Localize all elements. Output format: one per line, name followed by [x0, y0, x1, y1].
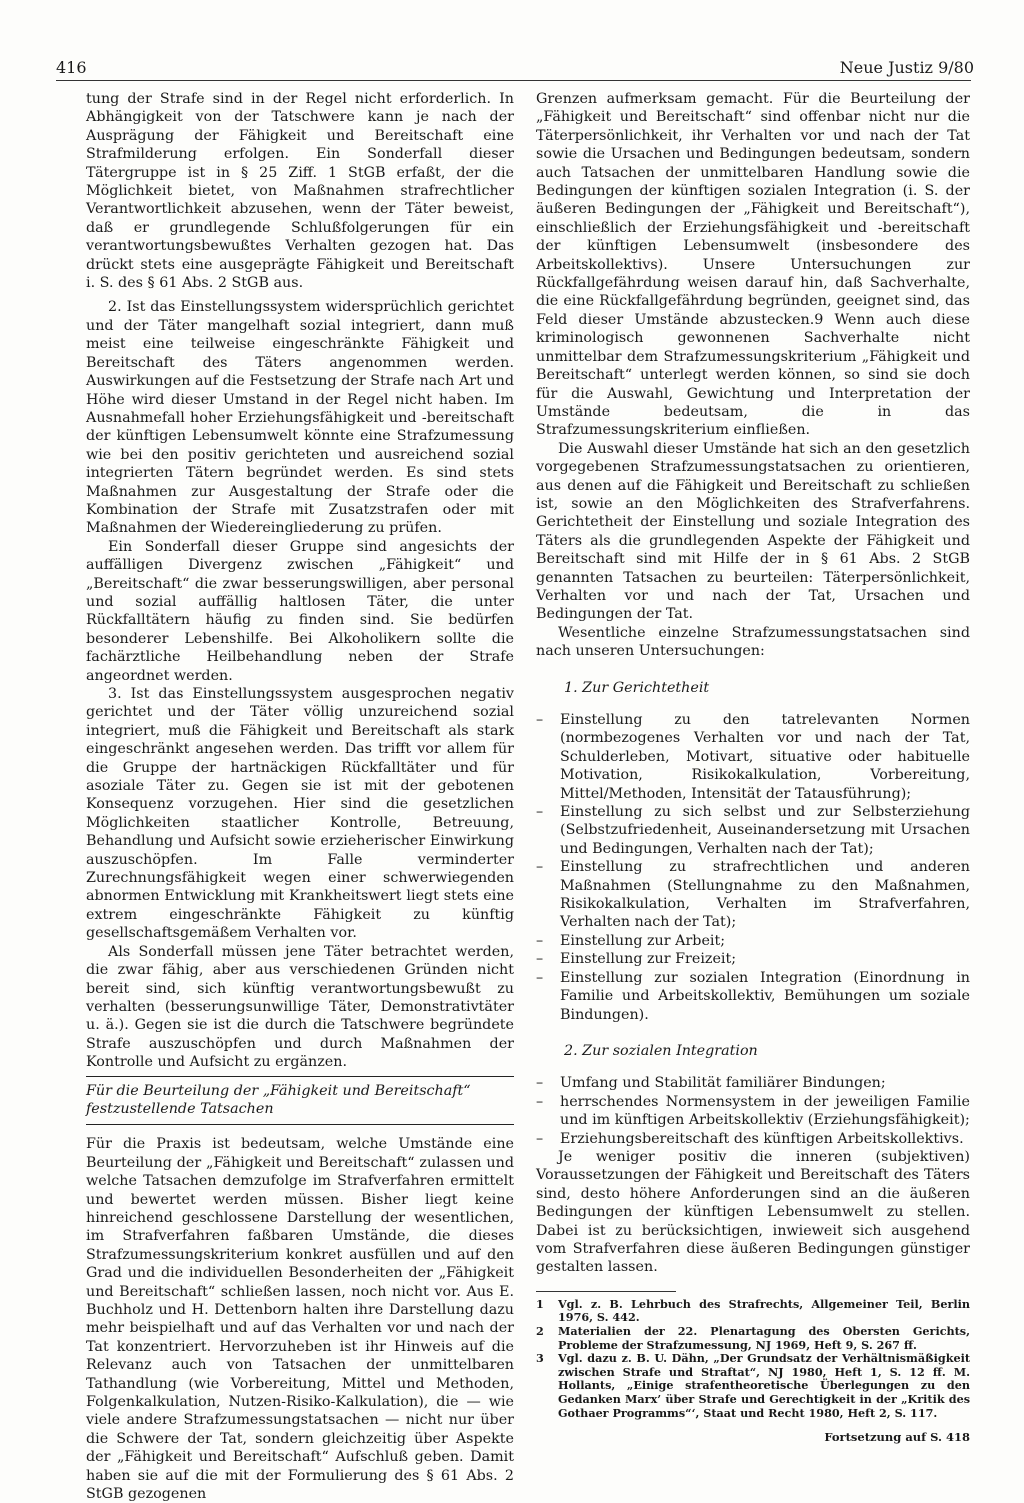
list-gerichtetheit — [536, 711, 970, 1024]
footnote-text: Vgl. dazu z. B. U. Dähn, „Der Grundsatz der Verhältnismäßigkeit zwischen Strafe und Straftat“, NJ 1980, Heft 1, S. 12 ff. M. Hollants, „Einige strafentheoretische Überlegungen zu den Gedanken Marx’ über Strafe und Gerechtigkeit in der „Kritik des Gothaer Programms“‘, Staat und Recht 1980, Heft 2, S. 117. — [558, 1351, 970, 1420]
section-heading — [86, 1076, 514, 1126]
footnote-number: 3 — [536, 1351, 544, 1366]
footnote-number: 2 — [536, 1323, 544, 1338]
paragraph: 2. Ist das Einstellungssystem widersprüchlich gerichtet und der Täter mangelhaft sozial integriert, dann muß meist eine teilweise eingeschränkte Fähigkeit und Bereitschaft des Täters angenommen werden. Auswirkungen auf die Festsetzung der Strafe nach Art und Höhe wird dieser Umstand in der Regel nicht haben. Im Ausnahmefall hoher Erziehungsfähigkeit und -bereitschaft der künftigen Lebensumwelt könnte eine Strafzumessung wie bei den positiv gerichteten und ausreichend sozial integrierten Tätern begründet werden. Es sind stets Maßnahmen zur Ausgestaltung der Strafe oder die Kombination der Strafe mit Zusatzstrafen oder mit Maßnahmen der Wiedereingliederung zu prüfen. — [86, 299, 514, 537]
list-integration — [536, 1074, 970, 1148]
continuation-note: Fortsetzung auf S. 418 — [824, 1430, 970, 1445]
right-column — [536, 90, 970, 1447]
paragraph: Als Sonderfall müssen jene Täter betrachtet werden, die zwar fähig, aber aus verschiedenen Gründen nicht bereit sind, sich künftig verantwortungsbewußt zu verhalten (besserungsunwillige Täter, Demonstrativtäter u. ä.). Gegen sie ist die durch die Tatschwere begründete Strafe auszuschöpfen und durch Maßnahmen der Kontrolle und Aufsicht zu ergänzen. — [86, 943, 514, 1071]
paragraph: 3. Ist das Einstellungssystem ausgesprochen negativ gerichtet und der Täter völlig unzureichend sozial integriert, muß die Fähigkeit und Bereitschaft als stark eingeschränkt angesehen werden. Das trifft vor allem für die Gruppe der hartnäckigen Rückfalltäter und für asoziale Täter zu. Gegen sie ist mit der gebotenen Konsequenz vorzugehen. Hier sind die gesetzlichen Möglichkeiten staatlicher Kontrolle, Betreuung, Behandlung und Aufsicht sowie erzieherischer Einwirkung auszuschöpfen. Im Falle verminderter Zurechnungsfähigkeit wegen einer schwerwiegenden abnormen Entwicklung mit Krankheitswert liegt stets eine extrem eingeschränkte Fähigkeit zu künftig gesellschaftsgemäßem Verhalten vor. — [86, 686, 514, 942]
list-item: – Einstellung zur sozialen Integration (Einordnung in Familie und Arbeitskollektiv, Bemühungen um soziale Bindungen). — [536, 969, 970, 1024]
list-item: – Einstellung zu den tatrelevanten Normen (normbezogenes Verhalten vor und nach der Tat, Schulderleben, Motivart, situative oder habituelle Motivation, Risikokalkulation, Vorbereitung, Mittel/Methoden, Intensität der Tatausführung); — [536, 711, 970, 803]
paragraph: Je weniger positiv die inneren (subjektiven) Voraussetzungen der Fähigkeit und Bereitschaft des Täters sind, desto höhere Anforderungen sind an die äußeren Bedingungen der künftigen Lebensumwelt zu stellen. Dabei ist zu berücksichtigen, inwieweit sich ausgehend vom Strafverfahren diese äußeren Bedingungen günstiger gestalten lassen. — [536, 1148, 970, 1276]
subheading: 2. Zur sozialen Integration — [564, 1042, 758, 1059]
list-item: – Einstellung zu strafrechtlichen und anderen Maßnahmen (Stellungnahme zu den Maßnahmen, Risikokalkulation, Verhalten im Strafverfahren, Verhalten nach der Tat); — [536, 858, 970, 932]
section-heading-line: Für die Beurteilung der „Fähigkeit und Bereitschaft“ — [86, 1082, 471, 1099]
paragraph: Ein Sonderfall dieser Gruppe sind angesichts der auffälligen Divergenz zwischen „Fähigkeit“ und „Bereitschaft“ die zwar besserungswilligen, aber personal und sozial auffällig haltlosen Täter, die unter Rückfalltätern häufig zu finden sind. Sie bedürfen besonderer Lebenshilfe. Bei Alkoholikern sollte die fachärztliche Heilbehandlung neben der Strafe angeordnet werden. — [86, 538, 514, 684]
list-item: – Einstellung zu sich selbst und zur Selbsterziehung (Selbstzufriedenheit, Auseinandersetzung mit Ursachen und Bedingungen, Verhalten nach der Tat); — [536, 803, 970, 858]
footnote — [536, 1325, 970, 1352]
list-item: – herrschendes Normensystem in der jeweiligen Familie und im künftigen Arbeitskollektiv (Erziehungsfähigkeit); — [536, 1093, 970, 1130]
header-rule — [56, 80, 971, 81]
paragraph: Grenzen aufmerksam gemacht. Für die Beurteilung der „Fähigkeit und Bereitschaft“ sind offenbar nicht nur die Täterpersönlichkeit, ihr Verhalten vor und nach der Tat sowie die Ursachen und Bedingungen bedeutsam, sondern auch Tatsachen der unmittelbaren Handlung sowie die Bedingungen der künftigen sozialen Integration (i. S. der äußeren Bedingungen der „Fähigkeit und Bereitschaft“), einschließlich der Erziehungsfähigkeit und -bereitschaft der künftigen Lebensumwelt (insbesondere des Arbeitskollektivs). Unsere Untersuchungen zur Rückfallgefährdung weisen darauf hin, daß Sachverhalte, die eine Rückfallgefährdung begründen, geeignet sind, das Feld dieser Umstände abzustecken.9 Wenn auch diese kriminologisch gewonnenen Sachverhalte nicht unmittelbar dem Strafzumessungskriterium „Fähigkeit und Bereitschaft“ unterlegt werden können, so sind sie doch für die Auswahl, Gewichtung und Interpretation der Umstände bedeutsam, die in das Strafzumessungskriterium einfließen. — [536, 91, 970, 439]
footnotes — [536, 1298, 970, 1420]
paragraph: Für die Praxis ist bedeutsam, welche Umstände eine Beurteilung der „Fähigkeit und Bereitschaft“ zulassen und welche Tatsachen demzufolge im Strafverfahren ermittelt und bewertet werden müssen. Bisher liegt keine hinreichend geschlossene Darstellung der wesentlichen, im Strafverfahren faßbaren Umstände, die dieses Strafzumessungskriterium konkret ausfüllen und auf den Grad und die individuellen Besonderheiten der „Fähigkeit und Bereitschaft“ schließen lassen, noch nicht vor. Aus E. Buchholz und H. Dettenborn halten ihre Darstellung dazu mehr beispielhaft und auf das Verhalten vor und nach der Tat konzentriert. Hervorzuheben ist ihr Hinweis auf die Relevanz auch von Tatsachen der unmittelbaren Tathandlung (wie Vorbereitung, Mittel und Methoden, Folgenkalkulation, Nutzen-Risiko-Kalkulation), die — wie viele andere Strafzumessungstatsachen — nicht nur über die Schwere der Tat, sondern gleichzeitig über Aspekte der „Fähigkeit und Bereitschaft“ Aufschluß geben. Damit haben sie auf die mit der Formulierung des § 61 Abs. 2 StGB gezogenen — [86, 1136, 514, 1503]
paragraph: tung der Strafe sind in der Regel nicht erforderlich. In Abhängigkeit von der Tatschwere kann je nach der Ausprägung der Fähigkeit und Bereitschaft eine Strafmilderung erfolgen. Ein Sonderfall dieser Tätergruppe ist in § 25 Ziff. 1 StGB erfaßt, der die Möglichkeit bietet, von Maßnahmen strafrechtlicher Verantwortlichkeit abzusehen, wenn der Täter beweist, daß er grundlegende Schlußfolgerungen für ein verantwortungsbewußtes Verhalten gezogen hat. Das drückt stets eine ausgeprägte Fähigkeit und Bereitschaft i. S. des § 61 Abs. 2 StGB aus. — [86, 91, 514, 292]
list-item: – Umfang und Stabilität familiärer Bindungen; — [536, 1074, 970, 1092]
footnote-rule — [536, 1291, 676, 1292]
list-item: – Einstellung zur Arbeit; — [536, 932, 970, 950]
section-heading-line: festzustellende Tatsachen — [86, 1100, 274, 1117]
footnote — [536, 1298, 970, 1325]
footnote-number: 1 — [536, 1296, 544, 1311]
list-item: – Erziehungsbereitschaft des künftigen Arbeitskollektivs. — [536, 1130, 970, 1148]
footnote — [536, 1352, 970, 1420]
footnote-text: Vgl. z. B. Lehrbuch des Strafrechts, Allgemeiner Teil, Berlin 1976, S. 442. — [558, 1296, 970, 1325]
journal-issue: Neue Justiz 9/80 — [839, 58, 974, 77]
subheading: 1. Zur Gerichtetheit — [564, 679, 710, 696]
footnote-text: Materialien der 22. Plenartagung des Obersten Gerichts, Probleme der Strafzumessung, NJ 1969, Heft 9, S. 267 ff. — [558, 1323, 970, 1352]
paragraph: Wesentliche einzelne Strafzumessungstatsachen sind nach unseren Untersuchungen: — [536, 624, 970, 660]
list-item: – Einstellung zur Freizeit; — [536, 950, 970, 968]
page-number: 416 — [56, 58, 87, 77]
paragraph: Die Auswahl dieser Umstände hat sich an den gesetzlich vorgegebenen Strafzumessungstatsachen zu orientieren, aus denen auf die Fähigkeit und Bereitschaft zu schließen ist, sowie an den Möglichkeiten des Strafverfahrens. Gerichtetheit der Einstellung und soziale Integration des Täters als die grundlegenden Aspekte der Fähigkeit und Bereitschaft sind mit Hilfe der in § 61 Abs. 2 StGB genannten Tatsachen zu beurteilen: Täterpersönlichkeit, Verhalten vor und nach der Tat, Ursachen und Bedingungen der Tat. — [536, 440, 970, 623]
left-column — [86, 90, 514, 1503]
